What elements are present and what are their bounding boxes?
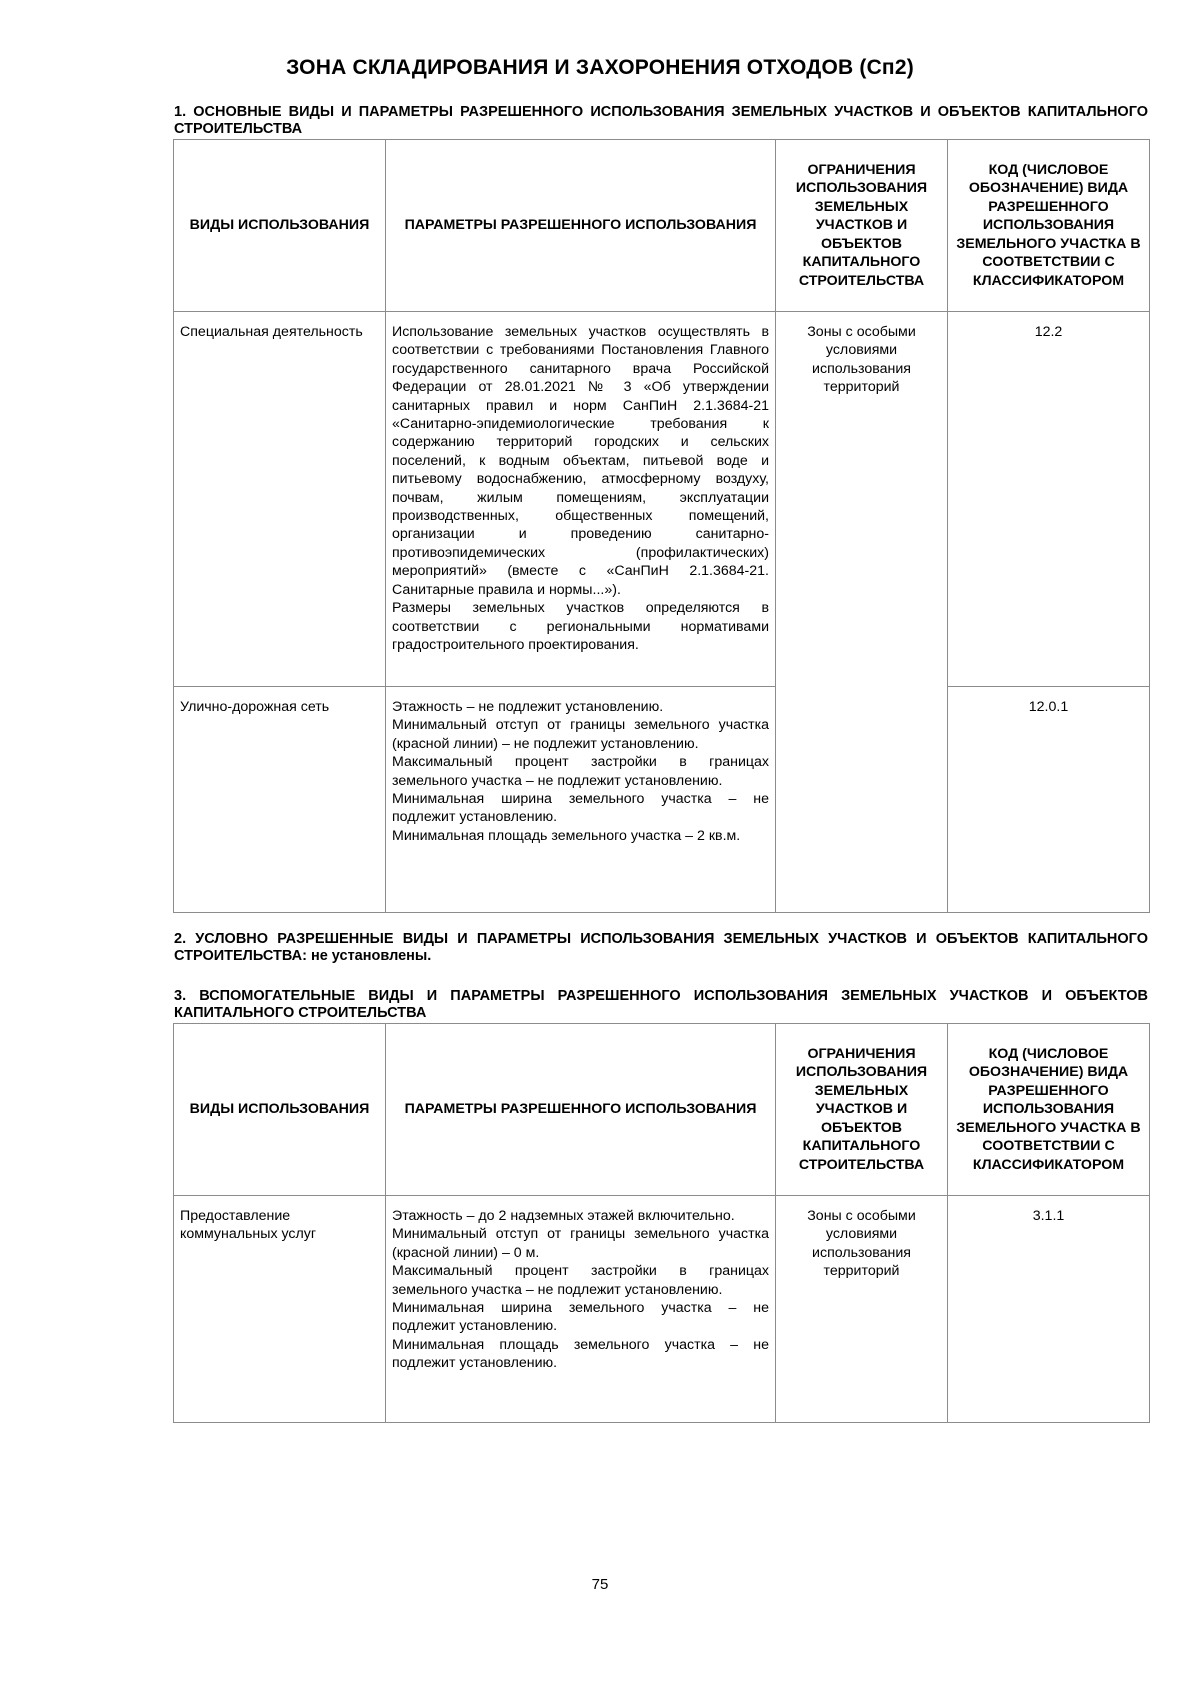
params-paragraph: Использование земельных участков осуществлять в соответствии с требованиями Постановления Главного государственного санитарного врача Российской Федерации от 28.01.2021 № 3 «Об утверждении санитарных правил и норм СанПиН 2.1.3684-21 «Санитарно-эпидемиологические требования к содержанию территорий городских и сельских поселений, к водным объектам, питьевой воде и питьевому водоснабжению, атмосферному воздуху, почвам, жилым помещениям, эксплуатации производственных, общественных помещений, организации и проведению санитарно-противоэпидемических (профилактических) мероприятий» (вместе с «СанПиН 2.1.3684-21. Санитарные правила и нормы...»). bbox=[392, 324, 769, 598]
table-row bbox=[174, 687, 1150, 913]
restrictions-cell: Зоны с особыми условиями использования территорий bbox=[776, 312, 948, 913]
table-header-row bbox=[174, 1024, 1150, 1196]
params-cell bbox=[386, 1196, 776, 1423]
page-title: ЗОНА СКЛАДИРОВАНИЯ И ЗАХОРОНЕНИЯ ОТХОДОВ (Сп2) bbox=[286, 56, 914, 79]
code-cell: 12.0.1 bbox=[948, 687, 1150, 913]
params-paragraph: Минимальный отступ от границы земельного участка (красной линии) – 0 м. bbox=[392, 1226, 769, 1261]
section-3-heading: 3. ВСПОМОГАТЕЛЬНЫЕ ВИДЫ И ПАРАМЕТРЫ РАЗРЕШЕННОГО ИСПОЛЬЗОВАНИЯ ЗЕМЕЛЬНЫХ УЧАСТКОВ И ОБЪЕКТОВ КАПИТАЛЬНОГО СТРОИТЕЛЬСТВА bbox=[174, 988, 1148, 1021]
params-paragraph: Минимальная ширина земельного участка – не подлежит установлению. bbox=[392, 791, 769, 826]
restrictions-cell: Зоны с особыми условиями использования территорий bbox=[776, 1196, 948, 1423]
params-cell bbox=[386, 687, 776, 913]
table-header-row bbox=[174, 140, 1150, 312]
use-type-cell: Улично-дорожная сеть bbox=[174, 687, 386, 913]
header-params: ПАРАМЕТРЫ РАЗРЕШЕННОГО ИСПОЛЬЗОВАНИЯ bbox=[386, 140, 776, 312]
section-1-heading: 1. ОСНОВНЫЕ ВИДЫ И ПАРАМЕТРЫ РАЗРЕШЕННОГО ИСПОЛЬЗОВАНИЯ ЗЕМЕЛЬНЫХ УЧАСТКОВ И ОБЪЕКТОВ КАПИТАЛЬНОГО СТРОИТЕЛЬСТВА bbox=[174, 104, 1148, 137]
header-code: КОД (ЧИСЛОВОЕ ОБОЗНАЧЕНИЕ) ВИДА РАЗРЕШЕННОГО ИСПОЛЬЗОВАНИЯ ЗЕМЕЛЬНОГО УЧАСТКА В СООТВЕТСТВИИ С КЛАССИФИКАТОРОМ bbox=[948, 140, 1150, 312]
page-number: 75 bbox=[591, 1576, 609, 1593]
header-code: КОД (ЧИСЛОВОЕ ОБОЗНАЧЕНИЕ) ВИДА РАЗРЕШЕННОГО ИСПОЛЬЗОВАНИЯ ЗЕМЕЛЬНОГО УЧАСТКА В СООТВЕТСТВИИ С КЛАССИФИКАТОРОМ bbox=[948, 1024, 1150, 1196]
params-paragraph: Этажность – не подлежит установлению. bbox=[392, 699, 664, 715]
section-2-heading: 2. УСЛОВНО РАЗРЕШЕННЫЕ ВИДЫ И ПАРАМЕТРЫ ИСПОЛЬЗОВАНИЯ ЗЕМЕЛЬНЫХ УЧАСТКОВ И ОБЪЕКТОВ КАПИТАЛЬНОГО СТРОИТЕЛЬСТВА: не установлены. bbox=[174, 931, 1148, 964]
params-paragraph: Этажность – до 2 надземных этажей включительно. bbox=[392, 1208, 735, 1224]
params-paragraph: Размеры земельных участков определяются в соответствии с региональными нормативами градостроительного проектирования. bbox=[392, 600, 769, 653]
params-paragraph: Максимальный процент застройки в границах земельного участка – не подлежит установлению. bbox=[392, 754, 769, 789]
params-paragraph: Максимальный процент застройки в границах земельного участка – не подлежит установлению. bbox=[392, 1263, 769, 1298]
params-paragraph: Минимальный отступ от границы земельного участка (красной линии) – не подлежит установлению. bbox=[392, 717, 769, 752]
table-row bbox=[174, 312, 1150, 687]
code-cell: 12.2 bbox=[948, 312, 1150, 687]
params-cell bbox=[386, 312, 776, 687]
table-row bbox=[174, 1196, 1150, 1423]
main-uses-table bbox=[173, 139, 1150, 913]
header-types: ВИДЫ ИСПОЛЬЗОВАНИЯ bbox=[174, 140, 386, 312]
header-params: ПАРАМЕТРЫ РАЗРЕШЕННОГО ИСПОЛЬЗОВАНИЯ bbox=[386, 1024, 776, 1196]
header-restrictions: ОГРАНИЧЕНИЯ ИСПОЛЬЗОВАНИЯ ЗЕМЕЛЬНЫХ УЧАСТКОВ И ОБЪЕКТОВ КАПИТАЛЬНОГО СТРОИТЕЛЬСТВА bbox=[776, 140, 948, 312]
use-type-cell: Специальная деятельность bbox=[174, 312, 386, 687]
header-restrictions: ОГРАНИЧЕНИЯ ИСПОЛЬЗОВАНИЯ ЗЕМЕЛЬНЫХ УЧАСТКОВ И ОБЪЕКТОВ КАПИТАЛЬНОГО СТРОИТЕЛЬСТВА bbox=[776, 1024, 948, 1196]
use-type-cell: Предоставление коммунальных услуг bbox=[174, 1196, 386, 1423]
params-paragraph: Минимальная ширина земельного участка – не подлежит установлению. bbox=[392, 1300, 769, 1335]
params-paragraph: Минимальная площадь земельного участка – 2 кв.м. bbox=[392, 827, 741, 844]
auxiliary-uses-table bbox=[173, 1023, 1150, 1423]
code-cell: 3.1.1 bbox=[948, 1196, 1150, 1423]
params-paragraph: Минимальная площадь земельного участка – не подлежит установлению. bbox=[392, 1336, 769, 1372]
header-types: ВИДЫ ИСПОЛЬЗОВАНИЯ bbox=[174, 1024, 386, 1196]
